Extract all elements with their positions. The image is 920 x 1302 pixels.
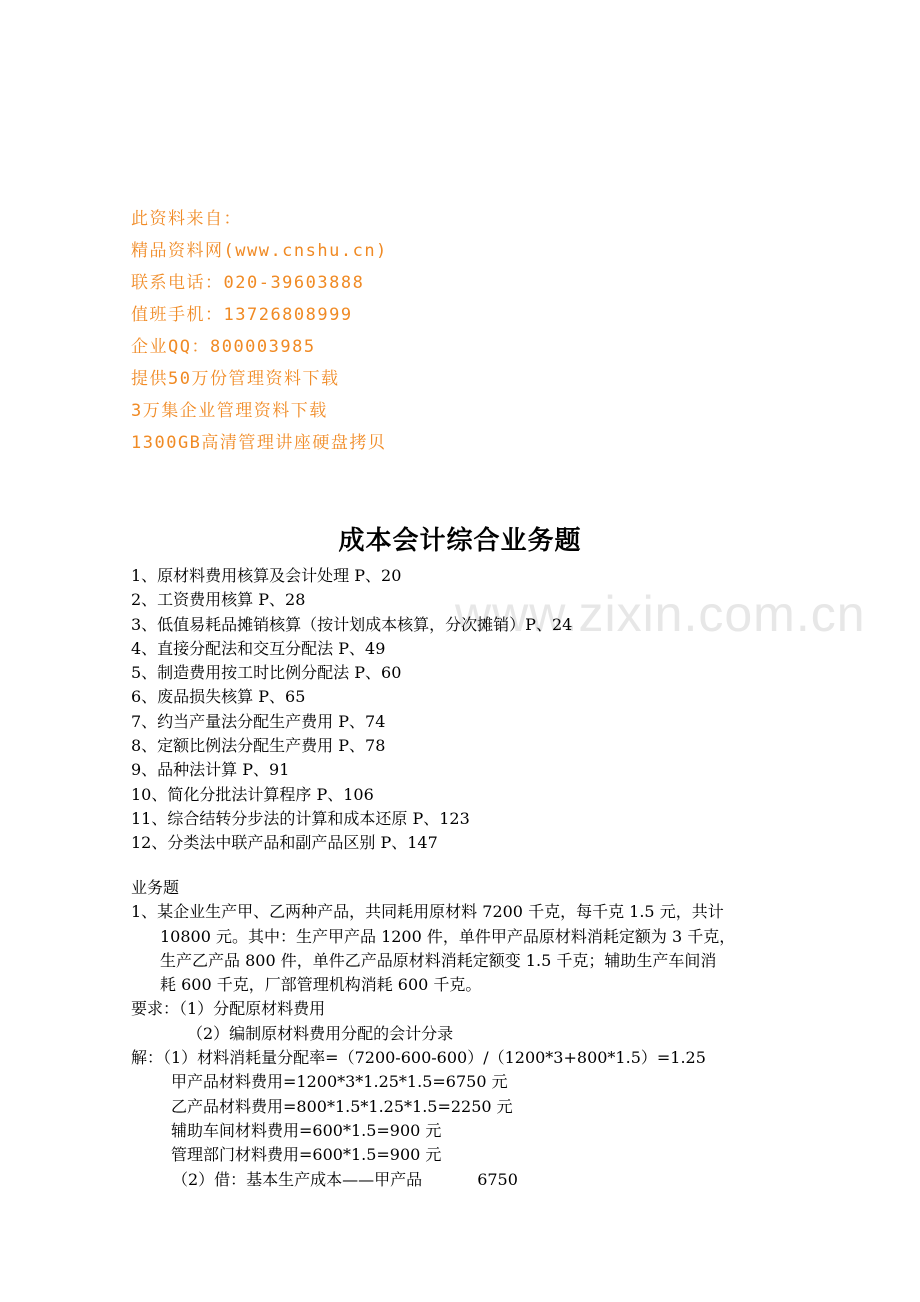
requirement-line: （2）编制原材料费用分配的会计分录 (187, 1023, 454, 1043)
solution-line: 管理部门材料费用=600*1.5=900 元 (171, 1145, 442, 1165)
toc-item: 5、制造费用按工时比例分配法 P、60 (131, 663, 402, 683)
promo-block (131, 203, 388, 459)
journal-entry-amount: 6750 (477, 1169, 518, 1189)
promo-website-link[interactable]: 精品资料网(www.cnshu.cn) (131, 241, 388, 261)
promo-source-label: 此资料来自： (131, 209, 242, 229)
requirement-line: 要求：（1）分配原材料费用 (131, 999, 326, 1019)
promo-offer-2: 3万集企业管理资料下载 (131, 401, 328, 421)
exercise-section (131, 876, 801, 1192)
toc-item: 1、原材料费用核算及会计处理 P、20 (131, 566, 402, 585)
promo-qq: 企业QQ：800003985 (131, 337, 316, 357)
solution-line: 乙产品材料费用=800*1.5*1.25*1.5=2250 元 (171, 1096, 513, 1116)
toc-item: 9、品种法计算 P、91 (131, 760, 290, 780)
toc-item: 3、低值易耗品摊销核算（按计划成本核算，分次摊销）P、24 (131, 614, 573, 634)
section-heading: 业务题 (131, 878, 180, 897)
promo-mobile: 值班手机：13726808999 (131, 305, 353, 325)
toc-item: 10、简化分批法计算程序 P、106 (131, 784, 374, 804)
promo-phone: 联系电话：020-39603888 (131, 273, 365, 293)
watermark-text: www.zixin.com.cn (455, 586, 866, 642)
toc-item: 2、工资费用核算 P、28 (131, 590, 306, 610)
solution-line: 解：（1）材料消耗量分配率=（7200-600-600）/（1200*3+800*1.5）=1.25 (131, 1048, 706, 1068)
toc-item: 4、直接分配法和交互分配法 P、49 (131, 638, 386, 658)
solution-line: 甲产品材料费用=1200*3*1.25*1.5=6750 元 (171, 1072, 508, 1092)
toc-item: 6、废品损失核算 P、65 (131, 687, 306, 707)
document-title: 成本会计综合业务题 (338, 526, 582, 556)
journal-entry-label: （2）借：基本生产成本——甲产品 (172, 1169, 423, 1189)
problem-line: 10800 元。其中：生产甲产品 1200 件，单件甲产品原材料消耗定额为 3 千克， (160, 926, 736, 946)
journal-entry (131, 1168, 801, 1192)
table-of-contents (131, 564, 572, 856)
problem-line: 1、某企业生产甲、乙两种产品，共同耗用原材料 7200 千克，每千克 1.5 元，共计 (131, 902, 724, 922)
toc-item: 12、分类法中联产品和副产品区别 P、147 (131, 833, 438, 853)
promo-offer-1: 提供50万份管理资料下载 (131, 369, 340, 389)
toc-item: 8、定额比例法分配生产费用 P、78 (131, 736, 386, 756)
promo-offer-3: 1300GB高清管理讲座硬盘拷贝 (131, 433, 387, 453)
toc-item: 7、约当产量法分配生产费用 P、74 (131, 711, 386, 731)
toc-item: 11、综合结转分步法的计算和成本还原 P、123 (131, 808, 470, 828)
solution-line: 辅助车间材料费用=600*1.5=900 元 (171, 1120, 442, 1140)
problem-line: 耗 600 千克，厂部管理机构消耗 600 千克。 (160, 975, 482, 995)
problem-line: 生产乙产品 800 件，单件乙产品原材料消耗定额变 1.5 千克；辅助生产车间消 (160, 950, 717, 970)
